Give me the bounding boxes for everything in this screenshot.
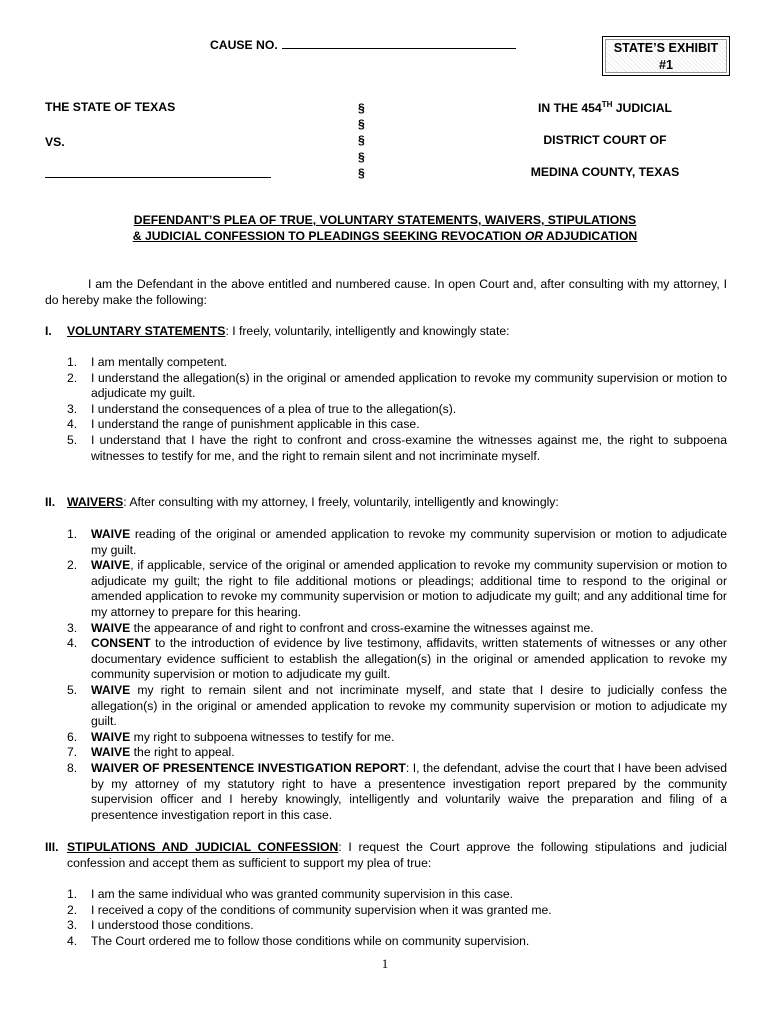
list-item: 5. I understand that I have the right to confront and cross-examine the witnesses against me, the right to subpoena witnesses to testify for me, and the right to remain silent and not incriminate myself. — [67, 432, 727, 463]
exhibit-number: #1 — [658, 58, 673, 72]
list-item: 2. WAIVE, if applicable, service of the original or amended application to revoke my community supervision or motion to adjudicate my guilt; the right to file additional motions or pleadings; additional time to respond to the original or amended application to revoke my community supervision or motion to adjudicate my guilt; and any additional time for my attorney to prepare for this hearing. — [67, 558, 727, 619]
cause-number-line — [210, 36, 516, 54]
list-item: 8. WAIVER OF PRESENTENCE INVESTIGATION REPORT: I, the defendant, advise the court that I have been advised by my attorney of my statutory right to have a presentence investigation report prepared by the community supervision officer and I hereby knowingly, intelligently and voluntarily waive the preparation and filing of a presentence investigation report in this case. — [67, 760, 728, 822]
section-symbol: § — [358, 149, 365, 164]
section-heading-stipulations: III. STIPULATIONS AND JUDICIAL CONFESSION: I request the Court approve the following stipulations and judicial confession and accept them as sufficient to support my plea of true: — [45, 840, 727, 870]
section-symbol: § — [358, 101, 365, 115]
court-line-1: IN THE 454TH JUDICIAL — [538, 100, 672, 115]
section-heading-label: STIPULATIONS AND JUDICIAL CONFESSION — [67, 840, 339, 854]
party-versus: VS. — [45, 135, 65, 149]
list-item: 3. I understood those conditions. — [67, 918, 254, 933]
list-item: 1. I am the same individual who was granted community supervision in this case. — [67, 887, 514, 901]
list-item: 3. I understand the consequences of a plea of true to the allegation(s). — [67, 401, 457, 416]
section-symbol: § — [358, 165, 365, 180]
page-number: 1 — [381, 956, 389, 971]
section-heading-waivers: II. WAIVERS: After consulting with my attorney, I freely, voluntarily, intelligently and knowingly: — [45, 495, 559, 509]
list-item: 1. I am mentally competent. — [67, 355, 228, 369]
waivers-list — [63, 527, 727, 823]
section-symbols — [358, 100, 365, 181]
list-item: 4. I understand the range of punishment applicable in this case. — [67, 417, 420, 432]
section-symbol: § — [358, 117, 365, 132]
intro-paragraph: I am the Defendant in the above entitled and numbered cause. In open Court and, after consulting with my attorney, I do hereby make the following: — [45, 277, 727, 307]
list-item: 7. WAIVE the right to appeal. — [67, 745, 235, 760]
section-heading-voluntary-statements: I. VOLUNTARY STATEMENTS: I freely, voluntarily, intelligently and knowingly state: — [45, 324, 510, 338]
defendant-name-blank — [45, 177, 271, 178]
cause-number-label: CAUSE NO. — [210, 38, 278, 52]
exhibit-sticker — [602, 36, 730, 76]
title-line-1: DEFENDANT’S PLEA OF TRUE, VOLUNTARY STATEMENTS, WAIVERS, STIPULATIONS — [133, 213, 637, 227]
stipulations-list — [63, 887, 727, 949]
section-heading-label: WAIVERS — [67, 495, 124, 509]
court-line-3: MEDINA COUNTY, TEXAS — [530, 165, 680, 179]
party-state: THE STATE OF TEXAS — [45, 100, 176, 114]
section-heading-label: VOLUNTARY STATEMENTS — [67, 324, 226, 338]
court-line-2: DISTRICT COURT OF — [543, 133, 667, 147]
document-title — [60, 212, 710, 244]
list-item: 5. WAIVE my right to remain silent and not incriminate myself, and state that I desire to judicially confess the allegation(s) in the original or amended application to revoke my community supervision or motion to adjudicate my guilt. — [67, 682, 727, 729]
title-line-2: & JUDICIAL CONFESSION TO PLEADINGS SEEKING REVOCATION OR ADJUDICATION — [132, 229, 638, 243]
exhibit-sticker-inner — [605, 39, 727, 73]
voluntary-statements-list — [63, 355, 727, 464]
list-item: 1. WAIVE reading of the original or amended application to revoke my community supervision or motion to adjudicate my guilt. — [67, 527, 727, 557]
list-item: 2. I understand the allegation(s) in the original or amended application to revoke my community supervision or motion to adjudicate my guilt. — [67, 370, 727, 401]
list-item: 3. WAIVE the appearance of and right to confront and cross-examine the witnesses against me. — [67, 620, 594, 635]
court-designation — [510, 100, 700, 196]
list-item: 4. The Court ordered me to follow those conditions while on community supervision. — [67, 933, 530, 948]
list-item: 2. I received a copy of the conditions of community supervision when it was granted me. — [67, 902, 552, 917]
exhibit-label: STATE’S EXHIBIT — [613, 41, 719, 55]
list-item: 6. WAIVE my right to subpoena witnesses to testify for me. — [67, 729, 395, 744]
cause-number-blank — [282, 36, 516, 49]
list-item: 4. CONSENT to the introduction of evidence by live testimony, affidavits, written statements of witnesses or any other documentary evidence sufficient to establish the allegation(s) in the original or amended application to revoke my community supervision or motion to adjudicate my guilt. — [67, 636, 727, 682]
section-symbol: § — [358, 133, 365, 148]
